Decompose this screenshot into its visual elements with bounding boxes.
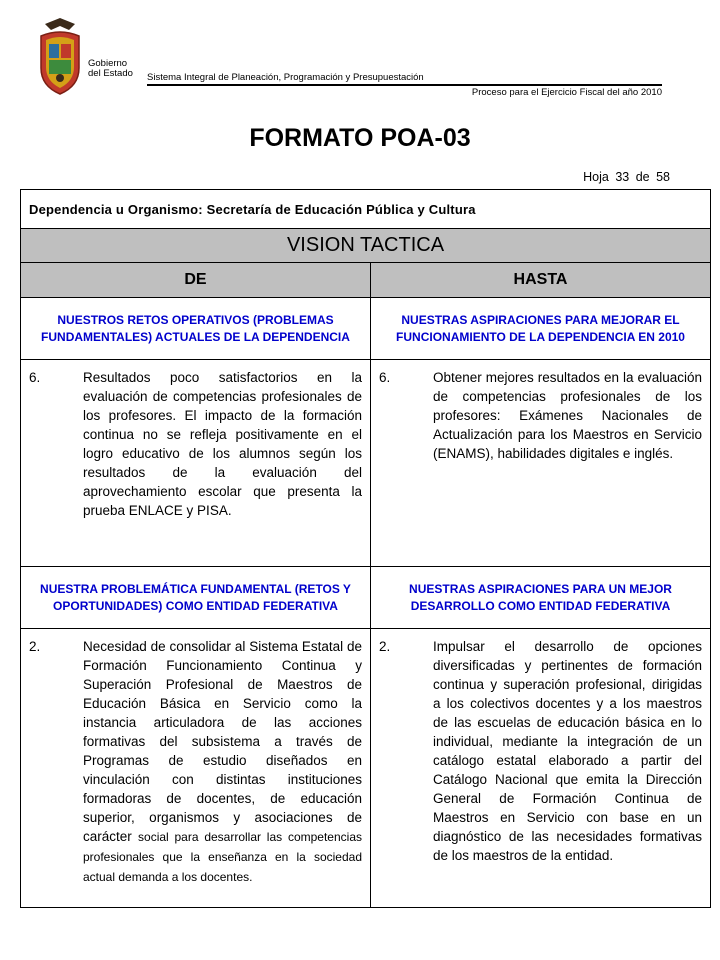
state-seal-logo (35, 16, 85, 96)
subheader-aspiraciones-entidad: NUESTRAS ASPIRACIONES PARA UN MEJOR DESARROLLO COMO ENTIDAD FEDERATIVA (371, 567, 711, 629)
cell-reto-6 (21, 360, 371, 567)
item-text: Resultados poco satisfactorios en la evaluación de competencias profesionales de los profesores. El impacto de la formación continua no se refleja positivamente en el logro educativo de los alumnos según los resultados de la evaluación del aprovechamiento escolar que presenta la prueba ENLACE y PISA. (83, 370, 362, 518)
item-text: Impulsar el desarrollo de opciones diversificadas y pertinentes de formación continua y superación profesional, dirigidas a los colectivos docentes y a los maestros de las escuelas de educación básica en lo individual, mediante la integración de un catálogo estatal elaborado a partir del Catálogo Nacional que emita la Dirección General de Formación Continua de Maestros en Servicio con base en un diagnóstico de las necesidades formativas de los maestros de la entidad. (433, 639, 702, 863)
item-number: 6. (379, 370, 391, 385)
sistema-label: Sistema Integral de Planeación, Programación y Presupuestación (147, 72, 424, 83)
item-number: 2. (29, 639, 41, 654)
page-counter: Hoja 33 de 58 (583, 170, 670, 184)
cell-problematica-2 (21, 629, 371, 908)
proceso-label: Proceso para el Ejercicio Fiscal del año 2010 (471, 87, 662, 98)
column-header-hasta: HASTA (371, 263, 711, 298)
subheader-retos: NUESTROS RETOS OPERATIVOS (PROBLEMAS FUNDAMENTALES) ACTUALES DE LA DEPENDENCIA (21, 298, 371, 360)
page-title: FORMATO POA-03 (249, 124, 471, 152)
gobierno-del-estado-label: Gobierno del Estado (88, 58, 133, 79)
subheader-aspiraciones: NUESTRAS ASPIRACIONES PARA MEJORAR EL FUNCIONAMIENTO DE LA DEPENDENCIA EN 2010 (371, 298, 711, 360)
dependencia-row: Dependencia u Organismo: Secretaría de Educación Pública y Cultura (21, 190, 711, 229)
header-rule (147, 84, 662, 86)
subheader-problematica: NUESTRA PROBLEMÁTICA FUNDAMENTAL (RETOS Y OPORTUNIDADES) COMO ENTIDAD FEDERATIVA (21, 567, 371, 629)
item-number: 2. (379, 639, 391, 654)
item-text: Obtener mejores resultados en la evaluación de competencias profesionales de los profesores: Exámenes Nacionales de Actualización para los Maestros en Servicio (ENAMS), habilidades digitales e inglés. (433, 370, 702, 461)
cell-aspiracion-6 (371, 360, 711, 567)
section-title: VISION TACTICA (21, 229, 711, 263)
vision-tactica-table (20, 189, 711, 908)
item-text: Necesidad de consolidar al Sistema Estatal de Formación Funcionamiento Continua y Superación Profesional de Maestros de Educación Básica en Servicio como la instancia articuladora de las acciones formativas del subsistema a través de Programas de estudio diseñados en vinculación con distintas instituciones formadoras de docentes, de educación superior, organismos y asociaciones de carácter social para desarrollar las competencias profesionales que la enseñanza en la sociedad actual demanda a los docentes. (83, 639, 362, 884)
item-number: 6. (29, 370, 41, 385)
column-header-de: DE (21, 263, 371, 298)
cell-aspiracion-2 (371, 629, 711, 908)
